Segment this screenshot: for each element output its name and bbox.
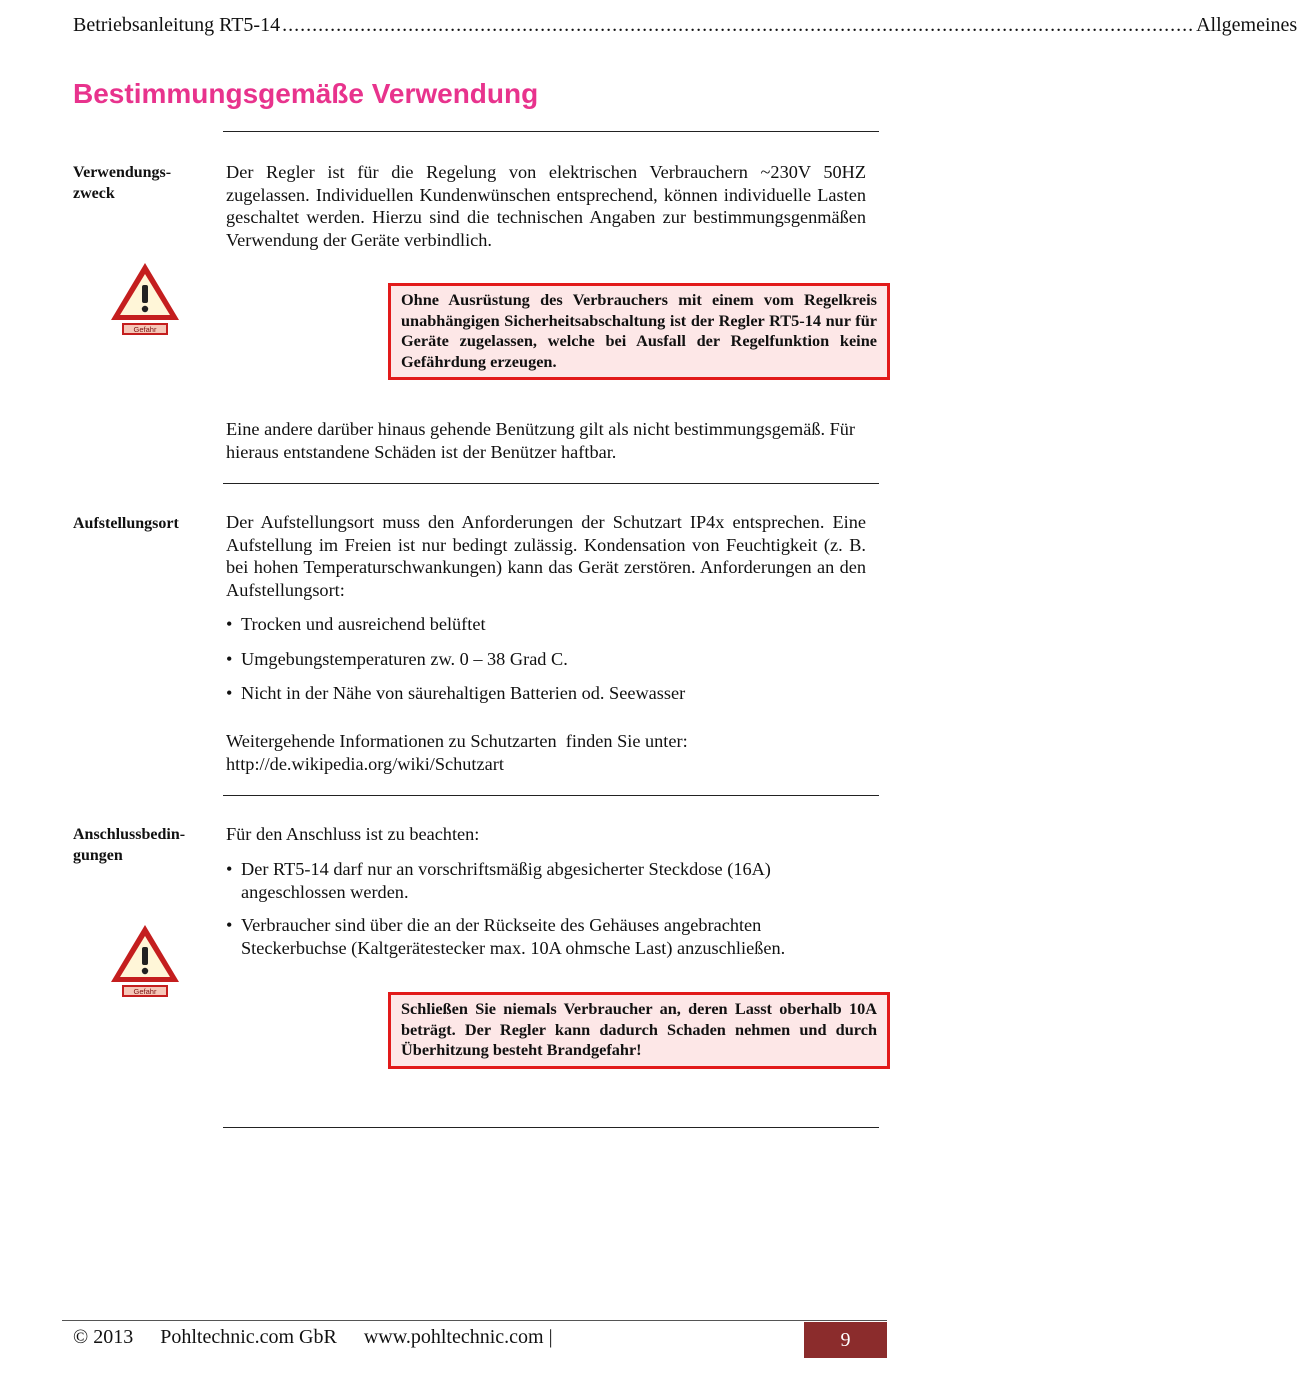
footer-copyright: © 2013 xyxy=(73,1326,134,1348)
page-title: Bestimmungsgemäße Verwendung xyxy=(73,78,539,109)
svg-text:Gefahr: Gefahr xyxy=(133,325,157,334)
side-label-anschlussbedingungen: Anschlussbedin- gungen xyxy=(73,826,186,864)
side-label-verwendungszweck: Verwendungs- zweck xyxy=(73,164,172,202)
svg-text:Gefahr: Gefahr xyxy=(133,987,157,996)
schutzart-info: Weitergehende Informationen zu Schutzarten finden Sie unter: http://de.wikipedia.org/wiki/Schutzart xyxy=(226,730,866,775)
warning-triangle-icon xyxy=(108,922,182,1002)
schutzart-link[interactable]: http://de.wikipedia.org/wiki/Schutzart xyxy=(226,753,504,774)
header-left: Betriebsanleitung RT5-14 xyxy=(73,14,281,36)
warning-box-sicherheit: Ohne Ausrüstung des Verbrauchers mit einem vom Regelkreis unabhängigen Sicherheitsabschaltung ist der Regler RT5-14 nur für Geräte zugelassen, welche bei Ausfall der Regelfunktion keine Gefährdung erzeugen. xyxy=(388,283,890,380)
section-divider xyxy=(223,131,879,132)
section-divider xyxy=(223,795,879,796)
list-item: • Nicht in der Nähe von säurehaltigen Batterien od. Seewasser xyxy=(226,683,686,703)
page-footer xyxy=(73,1326,575,1349)
header-leader-dots: ........................................................................................................................................................ xyxy=(282,14,1195,36)
list-item: • Verbraucher sind über die an der Rückseite des Gehäuses angebrachten Steckerbuchse (Kaltgerätestecker max. 10A ohmsche Last) anzuschließen. xyxy=(226,915,786,958)
section-divider xyxy=(223,483,879,484)
page-number: 9 xyxy=(804,1322,887,1358)
list-item: • Umgebungstemperaturen zw. 0 – 38 Grad C. xyxy=(226,649,568,669)
list-item: • Trocken und ausreichend belüftet xyxy=(226,614,486,634)
footer-website[interactable]: www.pohltechnic.com | xyxy=(363,1326,553,1348)
footer-divider xyxy=(62,1320,887,1321)
aufstellung-paragraph: Der Aufstellungsort muss den Anforderungen der Schutzart IP4x entsprechen. Eine Aufstellung im Freien ist nur bedingt zulässig. Kondensation von Feuchtigkeit (z. B. bei hohen Temperaturschwankungen) kann das Gerät zerstören. Anforderungen an den Aufstellungsort: xyxy=(226,512,866,600)
anschluss-intro: Für den Anschluss ist zu beachten: xyxy=(226,824,480,844)
verwendung-paragraph-2: Eine andere darüber hinaus gehende Benützung gilt als nicht bestimmungsgemäß. Für hieraus entstandene Schäden ist der Benützer haftbar. xyxy=(226,419,856,462)
section-divider xyxy=(223,1127,879,1128)
header-right: Allgemeines xyxy=(1196,14,1297,36)
list-item: • Der RT5-14 darf nur an vorschriftsmäßig abgesicherter Steckdose (16A) angeschlossen werden. xyxy=(226,859,771,902)
side-label-aufstellungsort: Aufstellungsort xyxy=(73,515,179,532)
warning-box-brandgefahr: Schließen Sie niemals Verbraucher an, deren Lasst oberhalb 10A beträgt. Der Regler kann dadurch Schaden nehmen und durch Überhitzung besteht Brandgefahr! xyxy=(388,992,890,1069)
warning-triangle-icon xyxy=(108,260,182,340)
verwendung-paragraph: Der Regler ist für die Regelung von elektrischen Verbrauchern ~230V 50HZ zugelassen. Individuellen Kundenwünschen entsprechend, können individuelle Lasten geschaltet werden. Hierzu sind die technischen Angaben zur bestimmungsgenmäßen Verwendung der Geräte verbindlich. xyxy=(226,162,866,250)
running-header xyxy=(73,14,1297,37)
footer-company: Pohltechnic.com GbR xyxy=(160,1326,337,1348)
